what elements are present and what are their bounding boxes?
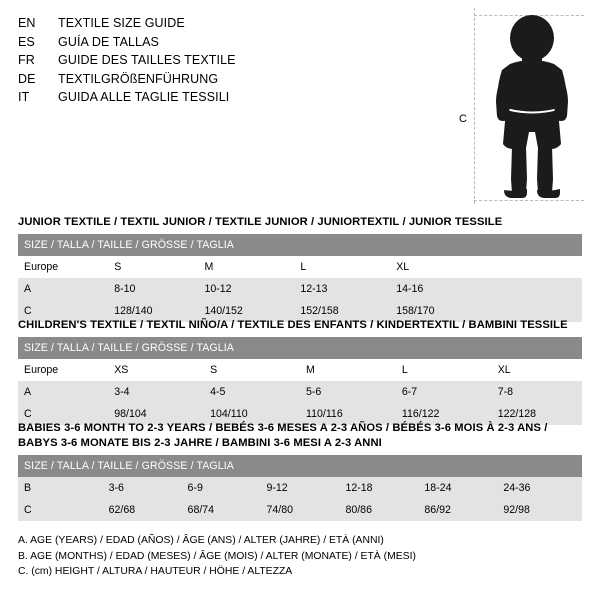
language-title: GUIDA ALLE TAGLIE TESSILI: [58, 90, 230, 104]
cell: 10-12: [198, 278, 294, 300]
language-row: [18, 51, 438, 70]
cell: 104/110: [204, 403, 300, 425]
column-header: XL: [492, 359, 582, 381]
cell: 12-13: [294, 278, 390, 300]
measure-bottom-line: [474, 200, 584, 201]
cell: 3-6: [103, 477, 182, 499]
language-row: [18, 88, 438, 107]
table-header-row: [18, 337, 582, 359]
measure-label-c: C: [459, 113, 467, 125]
section-title: JUNIOR TEXTILE / TEXTIL JUNIOR / TEXTILE JUNIOR / JUNIORTEXTIL / JUNIOR TESSILE: [18, 216, 503, 228]
cell: 98/104: [108, 403, 204, 425]
language-row: [18, 70, 438, 89]
cell: 128/140: [108, 300, 198, 322]
column-header: M: [300, 359, 396, 381]
measure-vertical-line: [474, 8, 475, 204]
table-childrens-textile: [18, 337, 582, 425]
cell: 14-16: [390, 278, 486, 300]
footnote-c: C. (cm) HEIGHT / ALTURA / HAUTEUR / HÖHE / ALTEZZA: [18, 566, 293, 577]
cell: 3-4: [108, 381, 204, 403]
row-label: B: [18, 477, 103, 499]
table-header-label: SIZE / TALLA / TAILLE / GRÖSSE / TAGLIA: [18, 234, 582, 256]
section-title-line-1: BABIES 3-6 MONTH TO 2-3 YEARS / BEBÉS 3-6 MESES A 2-3 AÑOS / BÉBÉS 3-6 MOIS À 2-3 ANS /: [18, 422, 548, 434]
footnote-b: B. AGE (MONTHS) / EDAD (MESES) / ÂGE (MOIS) / ALTER (MONATE) / ETÀ (MESI): [18, 550, 416, 562]
column-header: L: [396, 359, 492, 381]
cell: 6-9: [182, 477, 261, 499]
cell: 8-10: [108, 278, 198, 300]
section-junior-textile: [18, 216, 582, 228]
table-row: [18, 278, 582, 300]
cell: 18-24: [418, 477, 497, 499]
cell: 116/122: [396, 403, 492, 425]
size-table: [18, 455, 582, 521]
language-code: EN: [18, 16, 36, 30]
cell: 24-36: [497, 477, 582, 499]
row-label: C: [18, 499, 103, 521]
column-header: S: [204, 359, 300, 381]
language-row: [18, 33, 438, 52]
cell: 4-5: [204, 381, 300, 403]
table-babies-textile: [18, 455, 582, 521]
table-row: [18, 499, 582, 521]
row-label: C: [18, 403, 108, 425]
cell: 110/116: [300, 403, 396, 425]
child-silhouette-icon: [480, 14, 584, 200]
cell: 6-7: [396, 381, 492, 403]
cell: 62/68: [103, 499, 182, 521]
cell: 5-6: [300, 381, 396, 403]
row-label: C: [18, 300, 108, 322]
cell: 68/74: [182, 499, 261, 521]
cell: 158/170: [390, 300, 486, 322]
cell: 7-8: [492, 381, 582, 403]
language-title: TEXTILE SIZE GUIDE: [58, 16, 185, 30]
language-header-list: [18, 14, 438, 107]
table-junior-textile: [18, 234, 582, 322]
height-measure-figure: [452, 8, 588, 204]
table-header-row: [18, 455, 582, 477]
section-title: CHILDREN'S TEXTILE / TEXTIL NIÑO/A / TEXTILE DES ENFANTS / KINDERTEXTIL / BAMBINI TESSILE: [18, 319, 568, 331]
table-row: [18, 381, 582, 403]
column-header: Europe: [18, 359, 108, 381]
table-header-row: [18, 234, 582, 256]
column-header: XL: [390, 256, 486, 278]
language-row: [18, 14, 438, 33]
row-label: A: [18, 381, 108, 403]
cell: 9-12: [261, 477, 340, 499]
column-header-empty: [486, 256, 582, 278]
cell: 122/128: [492, 403, 582, 425]
language-code: ES: [18, 34, 35, 49]
column-header: M: [198, 256, 294, 278]
section-childrens-textile: [18, 319, 582, 331]
column-header: Europe: [18, 256, 108, 278]
column-header: S: [108, 256, 198, 278]
cell: 86/92: [418, 499, 497, 521]
cell-empty: [486, 278, 582, 300]
column-header: XS: [108, 359, 204, 381]
table-row: [18, 256, 582, 278]
size-table: [18, 234, 582, 322]
table-header-label: SIZE / TALLA / TAILLE / GRÖSSE / TAGLIA: [18, 337, 582, 359]
size-table: [18, 337, 582, 425]
cell: 140/152: [198, 300, 294, 322]
language-code: IT: [18, 90, 30, 104]
cell: 152/158: [294, 300, 390, 322]
section-title-line-2: BABYS 3-6 MONATE BIS 2-3 JAHRE / BAMBINI 3-6 MESI A 2-3 ANNI: [18, 437, 382, 449]
language-code: DE: [18, 71, 36, 86]
cell: 80/86: [339, 499, 418, 521]
footnotes: [18, 533, 582, 580]
table-row: [18, 359, 582, 381]
cell: 74/80: [261, 499, 340, 521]
cell: 12-18: [339, 477, 418, 499]
table-row: [18, 477, 582, 499]
table-header-label: SIZE / TALLA / TAILLE / GRÖSSE / TAGLIA: [18, 455, 582, 477]
footnote-a: A. AGE (YEARS) / EDAD (AÑOS) / ÂGE (ANS) / ALTER (JAHRE) / ETÀ (ANNI): [18, 535, 384, 546]
language-code: FR: [18, 53, 35, 67]
language-title: TEXTILGRÖßENFÜHRUNG: [58, 71, 219, 86]
row-label: A: [18, 278, 108, 300]
language-title: GUIDE DES TAILLES TEXTILE: [58, 53, 236, 67]
section-babies-textile: [18, 421, 582, 451]
language-title: GUÍA DE TALLAS: [58, 34, 159, 49]
column-header: L: [294, 256, 390, 278]
cell: 92/98: [497, 499, 582, 521]
